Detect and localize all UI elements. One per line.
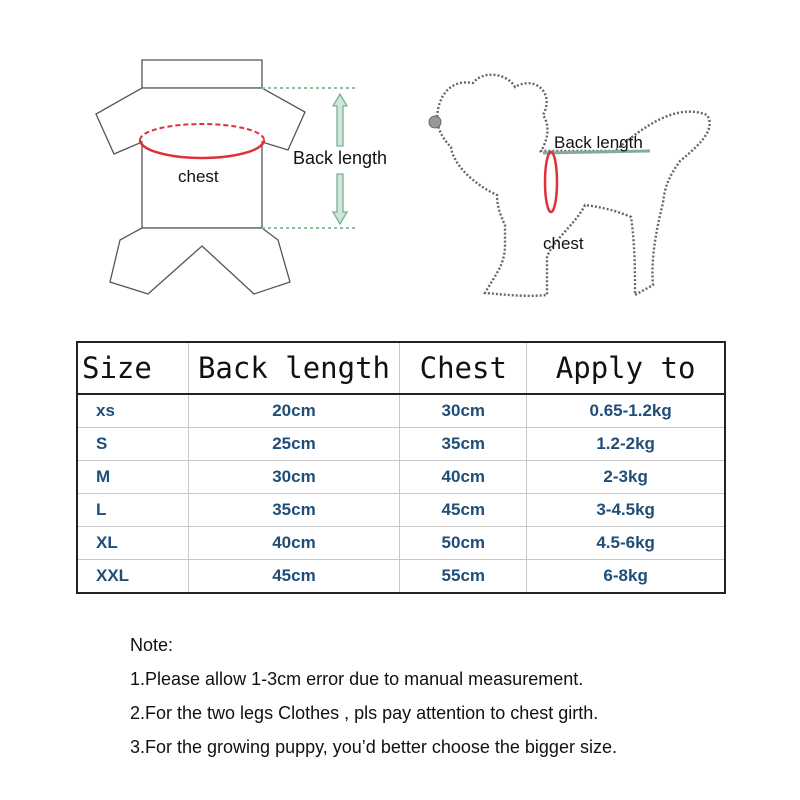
table-row <box>77 560 725 594</box>
table-row <box>77 428 725 461</box>
note-item: 1.Please allow 1-3cm error due to manual measurement. <box>130 669 584 689</box>
dog-back-length-label: Back length <box>554 133 643 152</box>
chest-cell: 40cm <box>400 461 527 494</box>
size-cell: L <box>77 494 188 527</box>
chest-cell: 50cm <box>400 527 527 560</box>
apply-to-cell: 2-3kg <box>527 461 725 494</box>
back-length-cell: 25cm <box>188 428 400 461</box>
size-cell: XL <box>77 527 188 560</box>
size-table <box>76 341 726 594</box>
garment-diagram <box>90 50 410 310</box>
chest-cell: 35cm <box>400 428 527 461</box>
header-back-length: Back length <box>188 342 400 394</box>
dog-diagram <box>415 65 735 315</box>
dog-chest-label: chest <box>543 234 584 253</box>
dog-outline <box>437 75 710 296</box>
garment-back-length-label: Back length <box>293 148 388 168</box>
table-row <box>77 461 725 494</box>
back-length-cell: 40cm <box>188 527 400 560</box>
apply-to-cell: 0.65-1.2kg <box>527 394 725 428</box>
garment-chest-label: chest <box>178 167 219 186</box>
apply-to-cell: 4.5-6kg <box>527 527 725 560</box>
back-length-cell: 35cm <box>188 494 400 527</box>
apply-to-cell: 6-8kg <box>527 560 725 594</box>
back-length-cell: 20cm <box>188 394 400 428</box>
size-cell: XXL <box>77 560 188 594</box>
table-row <box>77 394 725 428</box>
back-length-cell: 30cm <box>188 461 400 494</box>
header-apply-to: Apply to <box>527 342 725 394</box>
header-chest: Chest <box>400 342 527 394</box>
chest-cell: 45cm <box>400 494 527 527</box>
table-row <box>77 527 725 560</box>
table-header-row <box>77 342 725 394</box>
apply-to-cell: 1.2-2kg <box>527 428 725 461</box>
notes-section <box>130 628 617 764</box>
dog-nose <box>429 116 441 128</box>
header-size: Size <box>77 342 188 394</box>
back-length-cell: 45cm <box>188 560 400 594</box>
notes-title: Note: <box>130 635 174 655</box>
apply-to-cell: 3-4.5kg <box>527 494 725 527</box>
chest-cell: 55cm <box>400 560 527 594</box>
note-item: 3.For the growing puppy, you’d better choose the bigger size. <box>130 737 617 757</box>
size-cell: M <box>77 461 188 494</box>
size-cell: xs <box>77 394 188 428</box>
chest-cell: 30cm <box>400 394 527 428</box>
table-row <box>77 494 725 527</box>
note-item: 2.For the two legs Clothes , pls pay attention to chest girth. <box>130 703 599 723</box>
size-cell: S <box>77 428 188 461</box>
